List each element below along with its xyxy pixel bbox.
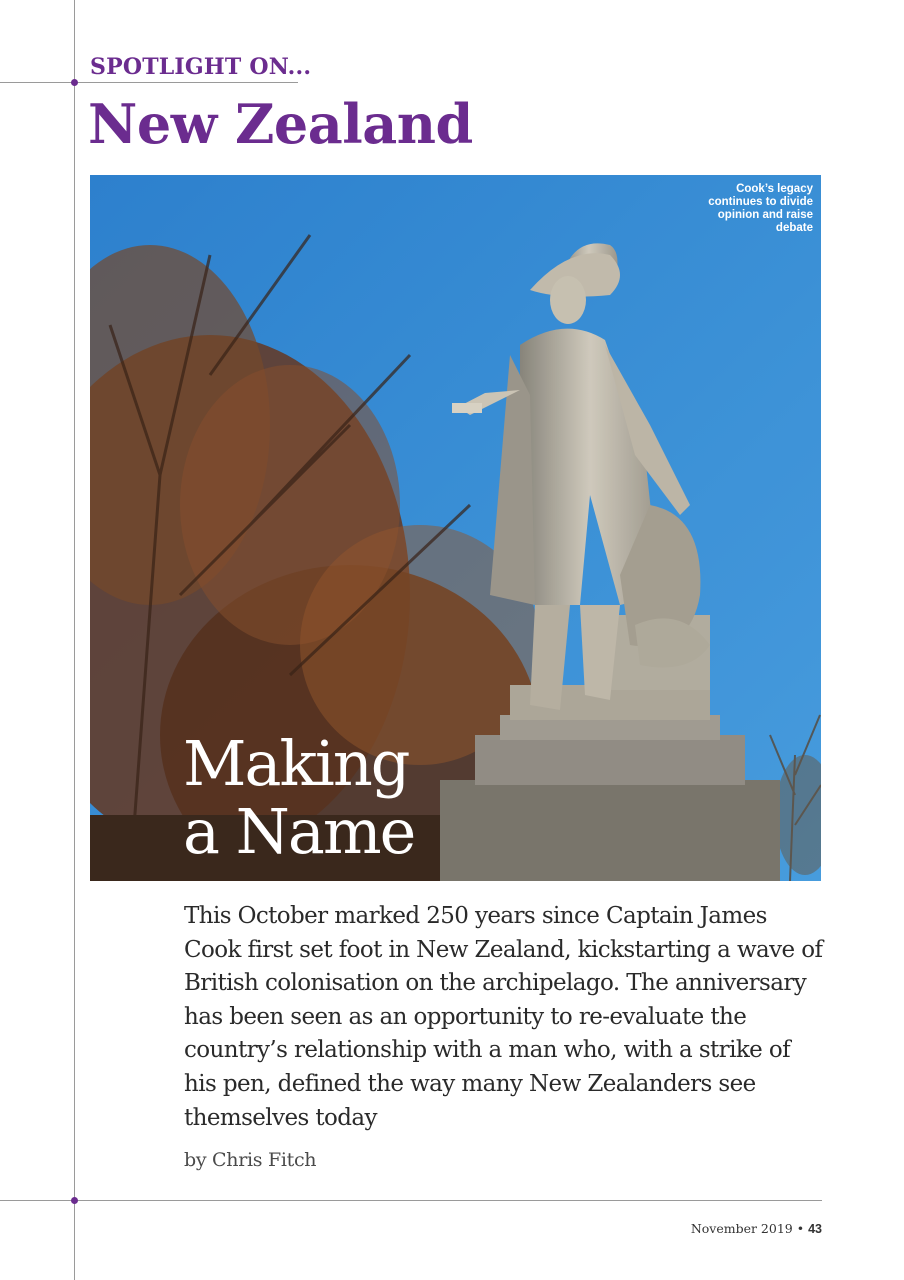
top-rule: [0, 82, 298, 83]
bottom-rule-dot: [71, 1197, 78, 1204]
feature-title-line-2: a Name: [183, 795, 415, 868]
issue-date: November 2019: [690, 1221, 793, 1236]
vertical-rule: [74, 0, 75, 1280]
folio-separator: •: [796, 1221, 805, 1236]
page-headline: New Zealand: [88, 92, 473, 156]
feature-title-line-1: Making: [183, 727, 409, 800]
photo-caption: Cook’s legacy continues to divide opinion and raise debate: [708, 183, 813, 234]
page-folio: [691, 1221, 822, 1236]
article-byline: by Chris Fitch: [184, 1149, 317, 1171]
section-kicker: SPOTLIGHT ON...: [90, 54, 312, 80]
bottom-rule: [0, 1200, 822, 1201]
top-rule-dot: [71, 79, 78, 86]
hero-photo: [90, 175, 821, 881]
feature-title: [183, 727, 415, 868]
article-standfirst: This October marked 250 years since Captain James Cook first set foot in New Zealand, kickstarting a wave of British colonisation on the archipelago. The anniversary has been seen as an opportunity to re-evaluate the country’s relationship with a man who, with a strike of his pen, defined the way many New Zealanders see themselves today: [184, 903, 823, 1131]
page-number: 43: [808, 1222, 822, 1236]
